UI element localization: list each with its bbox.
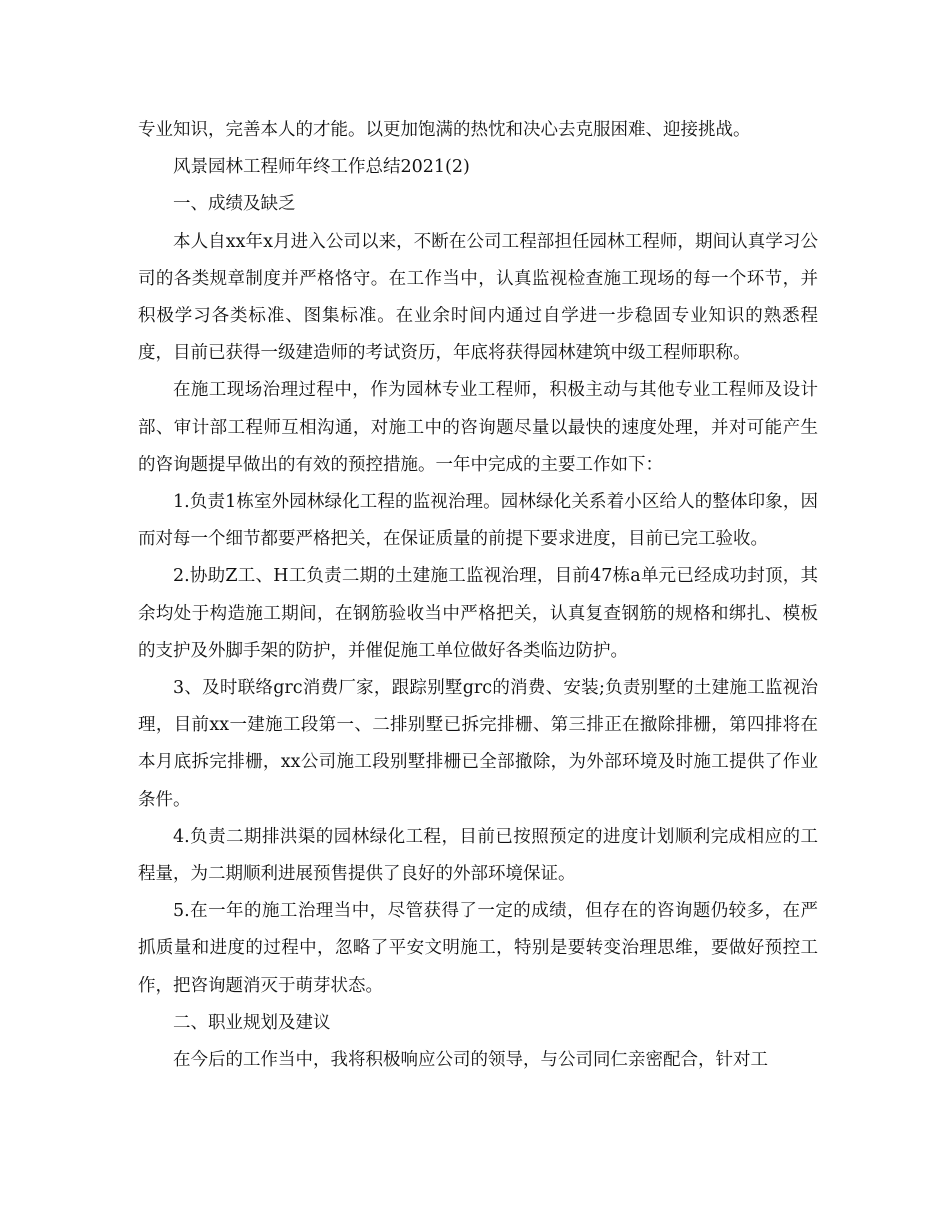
paragraph: 本人自xx年x月进入公司以来，不断在公司工程部担任园林工程师，期间认真学习公司的各类规章制度并严格恪守。在工作当中，认真监视检查施工现场的每一个环节，并积极学习各类标准、图集标准。在业余时间内通过自学进一步稳固专业知识的熟悉程度，目前已获得一级建造师的考试资历，年底将获得园林建筑中级工程师职称。 (138, 231, 818, 364)
document-body (138, 112, 818, 1079)
section-subtitle: 风景园林工程师年终工作总结2021(2) (173, 157, 470, 178)
paragraph: 在今后的工作当中，我将积极响应公司的领导，与公司同仁亲密配合，针对工 (173, 1050, 768, 1071)
list-item: 5.在一年的施工治理当中，尽管获得了一定的成绩，但存在的咨询题仍较多，在严抓质量和进度的过程中，忽略了平安文明施工，特别是要转变治理思维，要做好预控工作，把咨询题消灭于萌芽状态。 (138, 901, 818, 996)
section-heading: 二、职业规划及建议 (173, 1012, 331, 1033)
list-item: 3、及时联络grc消费厂家，跟踪别墅grc的消费、安装;负责别墅的土建施工监视治理，目前xx一建施工段第一、二排别墅已拆完排栅、第三排正在撤除排栅，第四排将在本月底拆完排栅，xx公司施工段别墅排栅已全部撤除，为外部环境及时施工提供了作业条件。 (138, 678, 818, 810)
paragraph: 在施工现场治理过程中，作为园林专业工程师，积极主动与其他专业工程师及设计部、审计部工程师互相沟通，对施工中的咨询题尽量以最快的速度处理，并对可能产生的咨询题提早做出的有效的预控措施。一年中完成的主要工作如下： (138, 380, 818, 475)
list-item: 1.负责1栋室外园林绿化工程的监视治理。园林绿化关系着小区给人的整体印象，因而对每一个细节都要严格把关，在保证质量的前提下要求进度，目前已完工验收。 (138, 492, 818, 550)
paragraph: 专业知识，完善本人的才能。以更加饱满的热忱和决心去克服困难、迎接挑战。 (138, 120, 751, 140)
list-item: 4.负责二期排洪渠的园林绿化工程，目前已按照预定的进度计划顺利完成相应的工程量，为二期顺利进展预售提供了良好的外部环境保证。 (138, 826, 818, 885)
list-item: 2.协助Z工、H工负责二期的土建施工监视治理，目前47栋a单元已经成功封顶，其余均处于构造施工期间，在钢筋验收当中严格把关，认真复查钢筋的规格和绑扎、模板的支护及外脚手架的防护，并催促施工单位做好各类临边防护。 (138, 566, 818, 661)
section-heading: 一、成绩及缺乏 (173, 194, 296, 215)
